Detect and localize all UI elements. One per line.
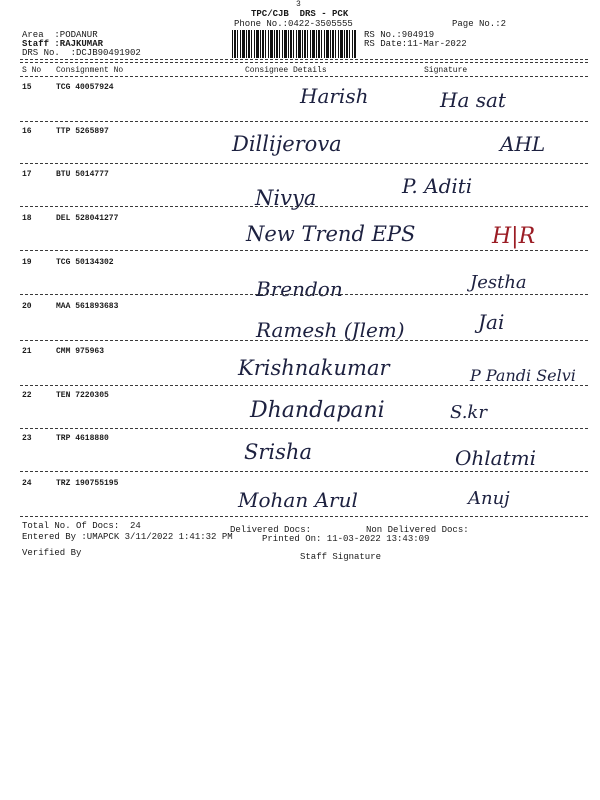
- row-divider: [20, 163, 588, 164]
- report-title: TPC/CJB DRS - PCK: [251, 9, 349, 19]
- col-sno: S No: [22, 66, 42, 75]
- rs-date: RS Date:11-Mar-2022: [364, 39, 467, 49]
- page-number: Page No.:2: [452, 19, 507, 29]
- signature-handwriting: S.kr: [450, 402, 487, 423]
- staff-signature: Staff Signature: [300, 552, 382, 562]
- col-consignee: Consignee Details: [245, 66, 327, 75]
- consignee-handwriting: Krishnakumar: [238, 356, 390, 380]
- row-sno: 24: [22, 479, 32, 488]
- top-mark: 3: [296, 0, 301, 9]
- header-rule: [20, 59, 588, 60]
- barcode: [232, 30, 356, 58]
- consignee-handwriting: Nivya: [255, 186, 317, 210]
- consignee-handwriting: Dillijerova: [232, 132, 342, 156]
- non-delivered-docs: Non Delivered Docs:: [366, 525, 469, 535]
- row-consignment: BTU 5014777: [56, 170, 109, 179]
- row-divider: [20, 471, 588, 472]
- row-sno: 15: [22, 83, 32, 92]
- row-divider: [20, 121, 588, 122]
- signature-handwriting: H|R: [492, 224, 536, 249]
- row-sno: 23: [22, 434, 32, 443]
- row-sno: 17: [22, 170, 32, 179]
- drs-number: DRS No. :DCJB90491902: [22, 48, 141, 58]
- row-sno: 18: [22, 214, 32, 223]
- total-docs: Total No. Of Docs: 24: [22, 521, 141, 531]
- verified-by: Verified By: [22, 548, 82, 558]
- row-consignment: CMM 975963: [56, 347, 105, 356]
- staff-label: Staff :RAJKUMAR: [22, 39, 104, 49]
- row-consignment: TTP 5265897: [56, 127, 109, 136]
- signature-handwriting: P. Aditi: [402, 174, 473, 198]
- consignee-handwriting: Brendon: [256, 277, 343, 301]
- row-divider: [20, 250, 588, 251]
- row-consignment: TCG 40057924: [56, 83, 114, 92]
- row-sno: 20: [22, 302, 32, 311]
- consignee-handwriting: Mohan Arul: [238, 488, 358, 512]
- printed-on: Printed On: 11-03-2022 13:43:09: [262, 534, 430, 544]
- row-sno: 16: [22, 127, 32, 136]
- consignee-handwriting: Dhandapani: [250, 398, 385, 423]
- signature-handwriting: Anuj: [468, 488, 510, 509]
- signature-handwriting: Jestha: [470, 272, 527, 293]
- signature-handwriting: AHL: [500, 132, 546, 156]
- row-divider: [20, 385, 588, 386]
- col-signature: Signature: [424, 66, 468, 75]
- row-consignment: TCG 50134302: [56, 258, 114, 267]
- header-rule: [20, 62, 588, 63]
- consignee-handwriting: Srisha: [244, 440, 312, 464]
- row-consignment: TRZ 190755195: [56, 479, 119, 488]
- consignee-handwriting: Ramesh (Jlem): [256, 318, 405, 342]
- column-rule: [20, 76, 588, 77]
- delivered-docs: Delivered Docs:: [230, 525, 312, 535]
- row-consignment: MAA 561893683: [56, 302, 119, 311]
- col-consignment: Consignment No: [56, 66, 124, 75]
- signature-handwriting: P Pandi Selvi: [470, 366, 576, 385]
- row-divider: [20, 206, 588, 207]
- consignee-handwriting: Harish: [300, 84, 369, 108]
- row-divider: [20, 340, 588, 341]
- signature-handwriting: Jai: [478, 310, 505, 334]
- row-sno: 19: [22, 258, 32, 267]
- row-divider: [20, 516, 588, 517]
- row-consignment: TRP 4618880: [56, 434, 109, 443]
- row-sno: 22: [22, 391, 32, 400]
- row-consignment: DEL 528041277: [56, 214, 119, 223]
- row-divider: [20, 428, 588, 429]
- signature-handwriting: Ohlatmi: [455, 446, 536, 470]
- consignee-handwriting: New Trend EPS: [246, 222, 416, 246]
- row-sno: 21: [22, 347, 32, 356]
- entered-by: Entered By :UMAPCK 3/11/2022 1:41:32 PM: [22, 532, 233, 542]
- rs-number: RS No.:904919: [364, 30, 435, 40]
- signature-handwriting: Ha sat: [440, 88, 506, 112]
- row-consignment: TEN 7220305: [56, 391, 109, 400]
- row-divider: [20, 294, 588, 295]
- phone-number: Phone No.:0422-3505555: [234, 19, 353, 29]
- area-label: Area :PODANUR: [22, 30, 98, 40]
